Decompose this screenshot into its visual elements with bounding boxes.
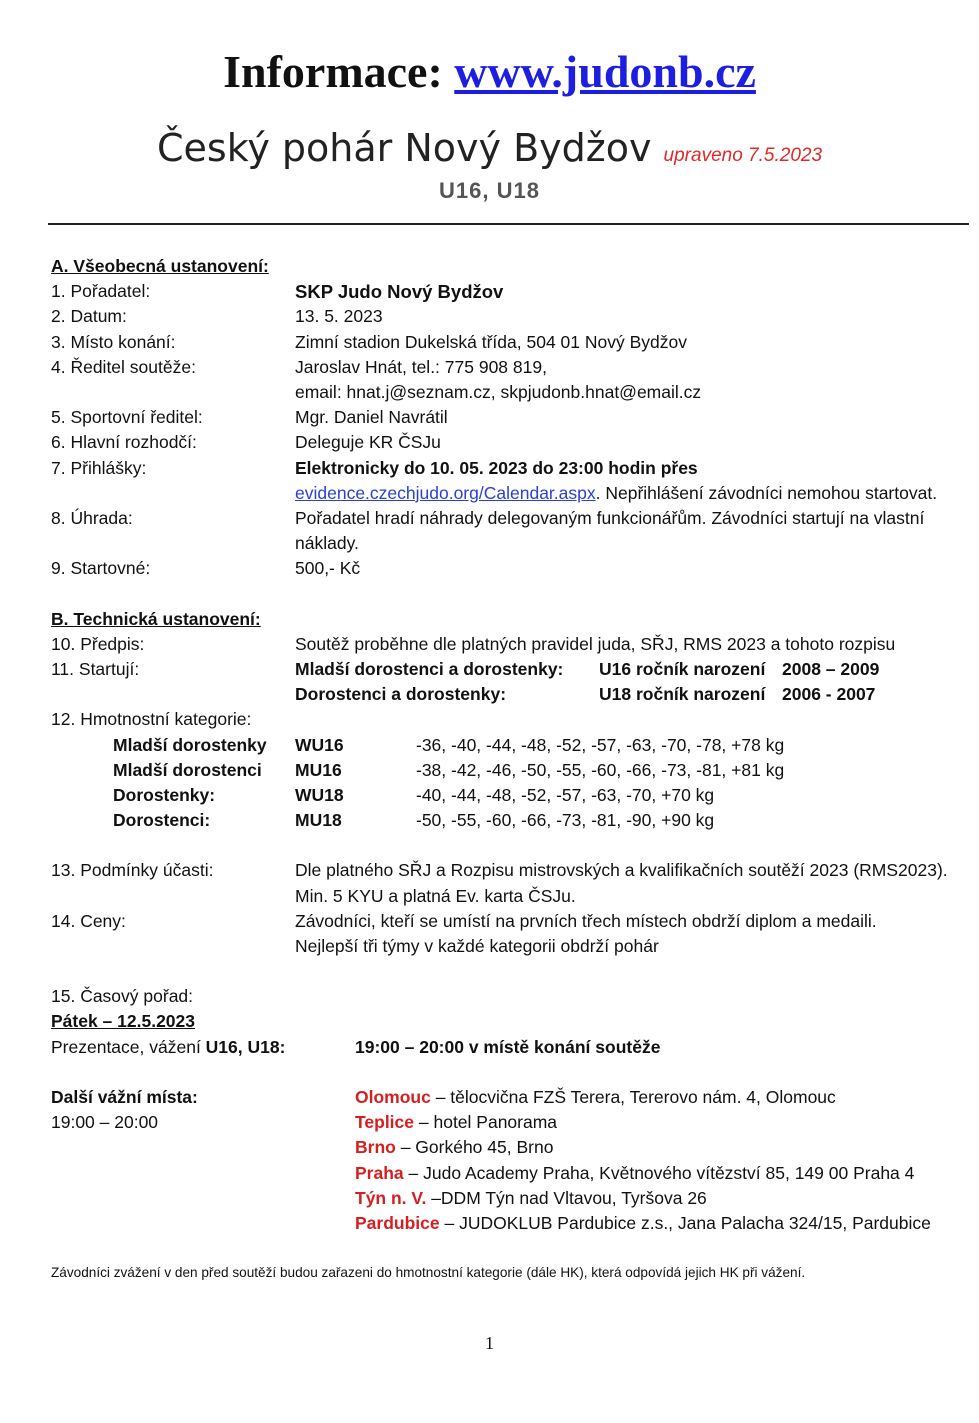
info-heading: [0, 42, 979, 102]
place-item: Brno – Gorkého 45, Brno: [355, 1137, 554, 1158]
starters-row: Mladší dorostenci a dorostenky: U16 ročník narození 2008 – 2009: [295, 659, 880, 680]
page-number: 1: [485, 1333, 494, 1353]
item-conditions: 13. Podmínky účasti: Dle platného SŘJ a Rozpisu mistrovských a kvalifikačních soutěží 2023 (RMS2023). Min. 5 KYU a platná Ev. karta ČSJu.: [51, 860, 948, 906]
item-date: 2. Datum: 13. 5. 2023: [51, 306, 383, 327]
weighing-note: Závodníci zvážení v den před soutěží budou zařazeni do hmotnostní kategorie (dále HK), která odpovídá jejich HK při vážení.: [51, 1265, 806, 1280]
item-organizer: 1. Pořadatel: SKP Judo Nový Bydžov: [51, 281, 504, 303]
weighing-places: Další vážní místa: 19:00 – 20:00 Olomouc – tělocvična FZŠ Terera, Tererovo nám. 4, Olomouc Teplice – hotel Panorama Brno – Gorkého 45, Brno Praha – Judo Academy Praha, Květnového vítězství 85, 149 00 Praha 4 Týn n. V. –DDM Týn nad Vltavou, Tyršova 26 Pardubice – JUDOKLUB Pardubice z.s., Jana Palacha 324/15, Pardubice: [51, 1085, 971, 1236]
presentation-row: Prezentace, vážení U16, U18: 19:00 – 20:00 v místě konání soutěže: [51, 1036, 661, 1057]
weight-row: Dorostenky: WU18 -40, -44, -48, -52, -57, -63, -70, +70 kg: [113, 785, 715, 806]
website-link[interactable]: www.judonb.cz: [454, 46, 756, 97]
item-chief-referee: 6. Hlavní rozhodčí: Deleguje KR ČSJu: [51, 432, 441, 453]
item-venue: 3. Místo konání: Zimní stadion Dukelská třída, 504 01 Nový Bydžov: [51, 331, 687, 352]
place-item: Týn n. V. –DDM Týn nad Vltavou, Tyršova 26: [355, 1187, 707, 1208]
section-a-heading: A. Všeobecná ustanovení:: [51, 256, 269, 276]
weight-row: Dorostenci: MU18 -50, -55, -60, -66, -73, -81, -90, +90 kg: [113, 810, 715, 831]
item-fee: 9. Startovné: 500,- Kč: [51, 558, 361, 579]
page-subtitle: U16, U18: [439, 178, 540, 203]
starters-row: Dorostenci a dorostenky: U18 ročník narození 2006 - 2007: [295, 684, 876, 705]
weight-row: Mladší dorostenci MU16 -38, -42, -46, -50, -55, -60, -66, -73, -81, +81 kg: [113, 759, 785, 780]
registration-link[interactable]: evidence.czechjudo.org/Calendar.aspx: [295, 482, 596, 503]
item-payment: 8. Úhrada: Pořadatel hradí náhrady delegovaným funkcionářům. Závodníci startují na vlastní náklady.: [51, 508, 925, 554]
place-item: Praha – Judo Academy Praha, Květnového vítězství 85, 149 00 Praha 4: [355, 1162, 915, 1183]
schedule-label: 15. Časový pořad:: [51, 986, 194, 1007]
item-weight-categories: 12. Hmotnostní kategorie:: [51, 709, 252, 730]
title-text: Český pohár Nový Bydžov: [156, 126, 652, 170]
page-title: [0, 120, 979, 184]
item-prizes: 14. Ceny: Závodníci, kteří se umístí na prvních třech místech obdrží diplom a medaili. Nejlepší tři týmy v každé kategorii obdrží pohár: [51, 910, 877, 957]
place-item: Pardubice – JUDOKLUB Pardubice z.s., Jana Palacha 324/15, Pardubice: [355, 1212, 931, 1233]
info-label: Informace:: [223, 46, 443, 97]
item-rules: 10. Předpis: Soutěž proběhne dle platných pravidel juda, SŘJ, RMS 2023 a tohoto rozpisu: [51, 633, 896, 654]
section-b-heading: B. Technická ustanovení:: [51, 608, 261, 629]
place-item: Olomouc – tělocvična FZŠ Terera, Tererovo nám. 4, Olomouc: [355, 1086, 836, 1107]
weight-row: Mladší dorostenky WU16 -36, -40, -44, -48, -52, -57, -63, -70, -78, +78 kg: [113, 734, 785, 755]
item-director: 4. Ředitel soutěže: Jaroslav Hnát, tel.: 775 908 819, email: hnat.j@seznam.cz, skpjudonb.hnat@email.cz: [51, 356, 702, 403]
item-sport-director: 5. Sportovní ředitel: Mgr. Daniel Navrátil: [51, 407, 448, 428]
item-starters: 11. Startují: Mladší dorostenci a dorostenky: U16 ročník narození 2008 – 2009 Dorostenci a dorostenky: U18 ročník narození 2006 - 2007: [51, 657, 971, 707]
place-item: Teplice – hotel Panorama: [355, 1112, 558, 1133]
item-registration: 7. Přihlášky: Elektronicky do 10. 05. 2023 do 23:00 hodin přes evidence.czechjudo.org/Calendar.aspx. Nepřihlášení závodníci nemohou startovat.: [51, 457, 938, 503]
schedule-day: Pátek – 12.5.2023: [51, 1011, 196, 1032]
header-divider: [48, 223, 969, 225]
document-body: [51, 254, 971, 1236]
updated-note: upraveno 7.5.2023: [663, 145, 823, 166]
